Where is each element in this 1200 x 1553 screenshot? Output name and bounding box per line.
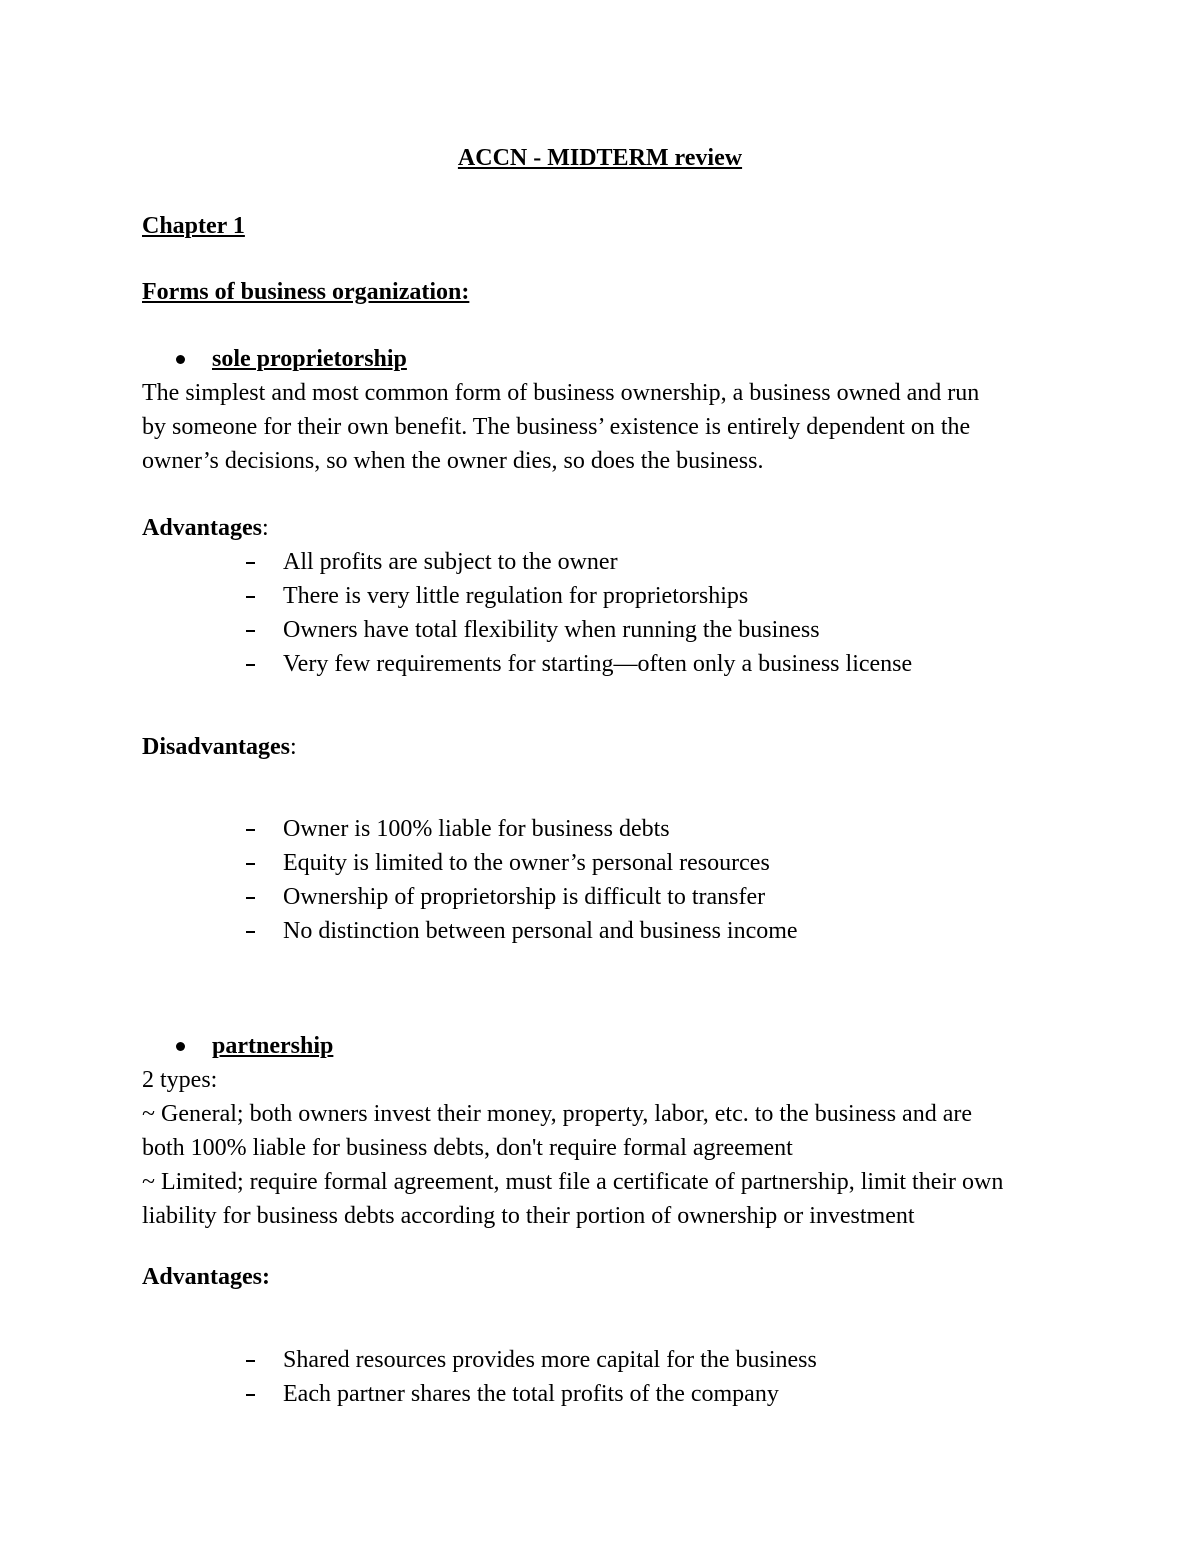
partnership-heading: partnership: [212, 1033, 334, 1059]
list-item: Very few requirements for starting—often only a business license: [283, 651, 913, 677]
list-item: Shared resources provides more capital for the business: [283, 1347, 817, 1373]
list-item: Each partner shares the total profits of the company: [283, 1381, 779, 1407]
sole-description-line: The simplest and most common form of business ownership, a business owned and run: [142, 380, 980, 406]
partnership-types-label: 2 types:: [142, 1067, 218, 1093]
list-item: Owner is 100% liable for business debts: [283, 816, 670, 842]
partnership-type-line: liability for business debts according to their portion of ownership or investment: [142, 1203, 915, 1229]
bullet-icon: [176, 1042, 185, 1051]
list-item: Owners have total flexibility when running the business: [283, 617, 820, 643]
chapter-heading: Chapter 1: [142, 213, 245, 239]
dash-icon: [246, 931, 255, 933]
dash-icon: [246, 1360, 255, 1362]
partnership-type-line: ~ Limited; require formal agreement, must file a certificate of partnership, limit their own: [142, 1169, 1004, 1195]
bullet-icon: [176, 355, 185, 364]
section-heading: Forms of business organization:: [142, 279, 470, 305]
dash-icon: [246, 863, 255, 865]
sole-disadvantages-label: Disadvantages: [142, 734, 291, 760]
sole-description-line: by someone for their own benefit. The business’ existence is entirely dependent on the: [142, 414, 971, 440]
sole-advantages-heading: [142, 514, 269, 542]
dash-icon: [246, 596, 255, 598]
sole-description-line: owner’s decisions, so when the owner dies, so does the business.: [142, 448, 764, 474]
dash-icon: [246, 562, 255, 564]
dash-icon: [246, 1394, 255, 1396]
partnership-type-line: both 100% liable for business debts, don't require formal agreement: [142, 1135, 793, 1161]
sole-disadvantages-heading: [142, 733, 297, 761]
sole-advantages-label: Advantages: [142, 515, 263, 541]
colon: :: [290, 734, 297, 760]
document-title: ACCN - MIDTERM review: [457, 145, 743, 171]
list-item: There is very little regulation for proprietorships: [283, 583, 749, 609]
dash-icon: [246, 630, 255, 632]
list-item: Equity is limited to the owner’s personal resources: [283, 850, 770, 876]
list-item: All profits are subject to the owner: [283, 549, 618, 575]
dash-icon: [246, 897, 255, 899]
dash-icon: [246, 829, 255, 831]
list-item: Ownership of proprietorship is difficult to transfer: [283, 884, 766, 910]
partnership-type-line: ~ General; both owners invest their money, property, labor, etc. to the business and are: [142, 1101, 973, 1127]
dash-icon: [246, 664, 255, 666]
partnership-advantages-heading: Advantages:: [142, 1264, 271, 1290]
sole-proprietorship-heading: sole proprietorship: [212, 346, 407, 372]
list-item: No distinction between personal and business income: [283, 918, 798, 944]
colon: :: [262, 515, 269, 541]
